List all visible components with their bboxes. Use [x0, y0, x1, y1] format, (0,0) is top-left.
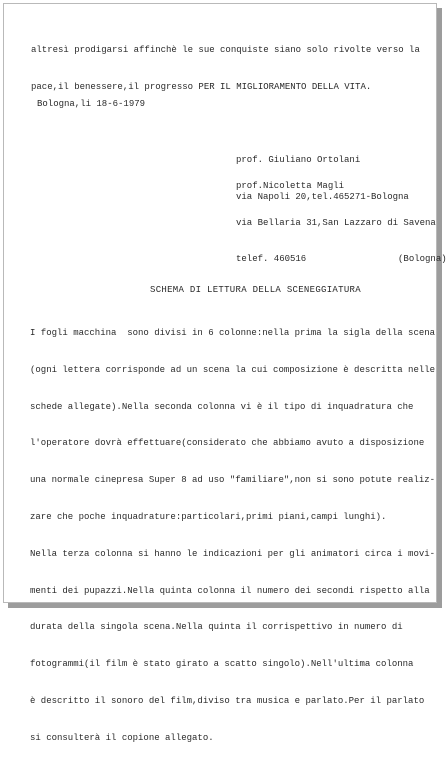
intro-line: altresì prodigarsi affinchè le sue conquiste siano solo rivolte verso la — [31, 45, 420, 55]
body-line: è descritto il sonoro del film,diviso tra musica e parlato.Per il parlato — [30, 695, 425, 706]
author-block-magli — [236, 156, 447, 290]
body-line: fotogrammi(il film è stato girato a scatto singolo).Nell'ultima colonna — [30, 659, 414, 670]
body-line: durata della singola scena.Nella quinta il corrispettivo in numero di — [30, 622, 403, 633]
author-name: prof. Giuliano Ortolani — [236, 155, 361, 165]
body-line: una normale cinepresa Super 8 ad uso "familiare",non si sono potute realiz- — [30, 475, 436, 486]
body-paragraph — [30, 303, 435, 769]
body-line: l'operatore dovrà effettuare(considerato che abbiamo avuto a disposizione — [30, 438, 425, 449]
author-name: prof.Nicoletta Magli — [236, 181, 345, 191]
author-address: via Bellaria 31,San Lazzaro di Savena — [236, 217, 436, 228]
body-line: si consulterà il copione allegato. — [30, 732, 214, 743]
place-date: Bologna,li 18-6-1979 — [37, 99, 146, 109]
author-phone: telef. 460516 (Bologna) — [236, 254, 447, 265]
typewritten-page — [3, 3, 447, 743]
body-line: I fogli macchina sono divisi in 6 colonne:nella prima la sigla della scena — [30, 328, 436, 338]
body-line: (ogni lettera corrisponde ad un scena la cui composizione è descritta nelle — [30, 364, 436, 375]
body-line: menti dei pupazzi.Nella quinta colonna il numero dei secondi rispetto alla — [30, 585, 430, 596]
section-title: SCHEMA DI LETTURA DELLA SCENEGGIATURA — [150, 285, 361, 295]
body-line: Nella terza colonna si hanno le indicazioni per gli animatori circa i movi- — [30, 548, 436, 559]
author-address: via Napoli 20,tel.465271-Bologna — [236, 191, 409, 202]
intro-line: pace,il benessere,il progresso PER IL MIGLIORAMENTO DELLA VITA. — [31, 81, 372, 92]
body-line: schede allegate).Nella seconda colonna vi è il tipo di inquadratura che — [30, 401, 414, 412]
body-line: zare che poche inquadrature:particolari,primi piani,campi lunghi). — [30, 511, 387, 522]
